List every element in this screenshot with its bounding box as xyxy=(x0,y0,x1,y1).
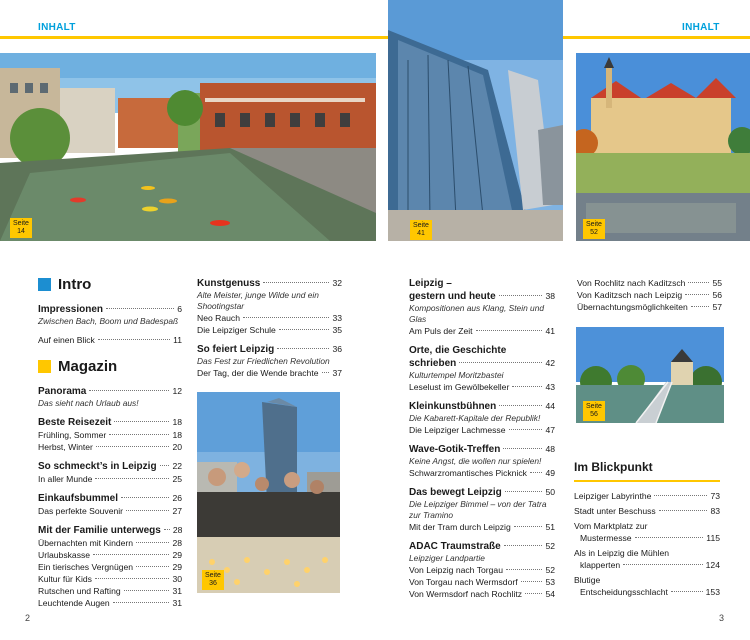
toc-entry[interactable]: Vom Marktplatz zur Mustermesse 115 xyxy=(574,521,720,543)
toc-entry[interactable]: Blutige Entscheidungsschlacht 153 xyxy=(574,575,720,597)
photo-candles-crowd xyxy=(197,392,340,593)
toc-entry[interactable]: Als in Leipzig die Mühlen klapperten 124 xyxy=(574,548,720,570)
toc-entry[interactable]: Leipzig – gestern und heute 38 Kompositionen aus Klang, Stein und Glas Am Puls der Zeit 41 xyxy=(409,278,555,336)
photo-canal-kayaks xyxy=(0,53,376,241)
photo-page-tag-tower: Seite 41 xyxy=(410,220,432,240)
toc-entry[interactable]: So schmeckt’s in Leipzig 22 In aller Munde 25 xyxy=(38,461,182,484)
page-number-left: 2 xyxy=(25,613,31,623)
toc-entry[interactable]: Von Rochlitz nach Kaditzsch 55 xyxy=(577,278,722,288)
photo-castle xyxy=(576,53,750,241)
toc-entry[interactable]: Einkaufsbummel 26 Das perfekte Souvenir 27 xyxy=(38,493,182,516)
photo-page-tag-bridge: Seite 56 xyxy=(583,401,605,421)
photo-page-tag-canal: Seite 14 xyxy=(10,218,32,238)
photo-bridge xyxy=(576,327,724,423)
header-rule-left xyxy=(0,36,388,39)
toc-entry[interactable]: Leipziger Labyrinthe 73 xyxy=(574,491,720,501)
toc-entry[interactable]: Mit der Familie unterwegs 28 Übernachten mit Kindern 28 Urlaubskasse 29 Ein tierisches Vergnügen 29 Kultur für Kids 30 Rutschen und Rafting 31 Leuchtende Augen 31 xyxy=(38,525,183,608)
toc-entry[interactable]: Orte, die Geschichte schrieben 42 Kulturtempel Moritzbastei Leselust im Gewölbekeller 43 xyxy=(409,345,555,392)
toc-entry[interactable]: Kunstgenuss 32 Alte Meister, junge Wilde und ein Shootingstar Neo Rauch 33 Die Leipziger Schule 35 xyxy=(197,278,342,335)
photo-page-tag-castle: Seite 52 xyxy=(583,219,605,239)
photo-page-tag-candles: Seite 36 xyxy=(202,570,224,590)
section-intro-heading xyxy=(38,276,182,293)
section-magazin-title: Magazin xyxy=(58,358,118,375)
header-label-left: INHALT xyxy=(38,22,76,33)
toc-entry[interactable]: Panorama 12 Das sieht nach Urlaub aus! xyxy=(38,386,182,408)
toc-entry[interactable]: Von Kaditzsch nach Leipzig 56 xyxy=(577,290,722,300)
toc-entry[interactable]: ADAC Traumstraße 52 Leipziger Landpartie Von Leipzig nach Torgau 52 Von Torgau nach Wermsdorf 53 Von Wermsdorf nach Rochlitz 54 xyxy=(409,541,555,599)
section-magazin-heading xyxy=(38,358,182,375)
toc-entry[interactable]: Auf einen Blick 11 xyxy=(38,335,182,345)
toc-column-4-top xyxy=(577,277,722,313)
intro-square-icon xyxy=(38,278,51,291)
toc-entry[interactable]: Stadt unter Beschuss 83 xyxy=(574,506,720,516)
toc-entry[interactable]: Übernachtungsmöglichkeiten 57 xyxy=(577,302,722,312)
toc-entry[interactable]: Impressionen 6 Zwischen Bach, Boom und Badespaß xyxy=(38,304,182,326)
header-rule-right xyxy=(563,36,750,39)
header-label-right: INHALT xyxy=(682,22,720,33)
toc-entry[interactable]: Das bewegt Leipzig 50 Die Leipziger Bimmel – von der Tatra zur Tramino Mit der Tram durch Leipzig 51 xyxy=(409,487,555,532)
toc-entry[interactable]: Kleinkunstbühnen 44 Die Kabarett-Kapitale der Republik! Die Leipziger Lachmesse 47 xyxy=(409,401,555,435)
blickpunkt-rule xyxy=(574,480,720,482)
section-intro-title: Intro xyxy=(58,276,92,293)
toc-column-2 xyxy=(197,277,342,386)
toc-column-3 xyxy=(409,277,555,607)
toc-entry[interactable]: Beste Reisezeit 18 Frühling, Sommer 18 Herbst, Winter 20 xyxy=(38,417,182,452)
toc-entry[interactable]: So feiert Leipzig 36 Das Fest zur Friedlichen Revolution Der Tag, der die Wende brachte 37 xyxy=(197,344,342,378)
magazin-square-icon xyxy=(38,360,51,373)
page-number-right: 3 xyxy=(719,613,725,623)
blickpunkt-title: Im Blickpunkt xyxy=(574,460,653,474)
toc-entry[interactable]: Wave-Gotik-Treffen 48 Keine Angst, die wollen nur spielen! Schwarzromantisches Picknick 49 xyxy=(409,444,555,478)
toc-column-1 xyxy=(38,276,182,616)
photo-modern-tower xyxy=(388,0,563,241)
blickpunkt-box xyxy=(574,460,720,601)
